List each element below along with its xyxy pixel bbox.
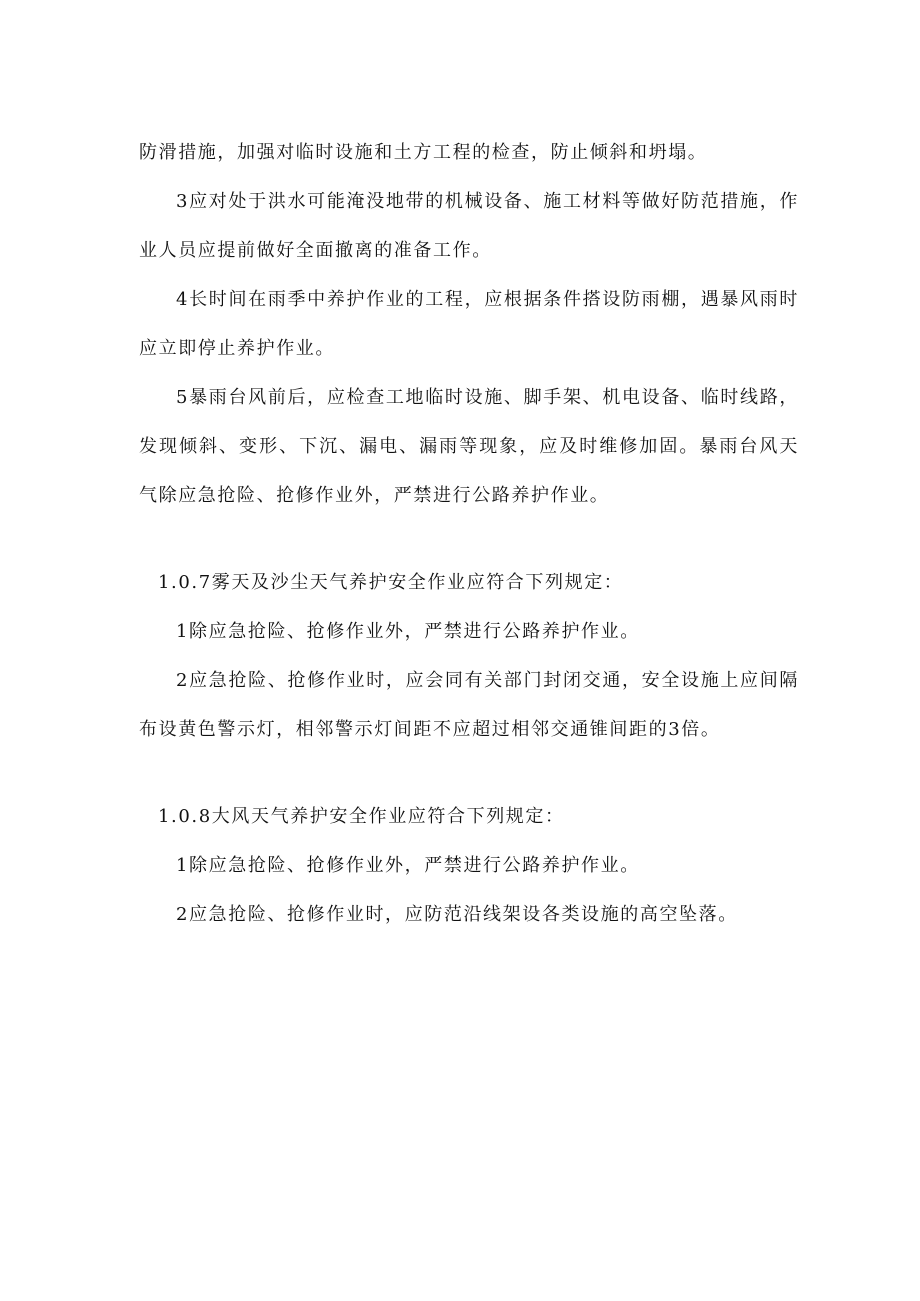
clause-108-item-1: 1除应急抢险、抢修作业外，严禁进行公路养护作业。 <box>176 855 640 876</box>
document-body <box>139 128 799 939</box>
clause-107-item-2: 2应急抢险、抢修作业时，应会同有关部门封闭交通，安全设施上应间隔布设黄色警示灯，相邻警示灯间距不应超过相邻交通锥间距的3倍。 <box>139 670 799 740</box>
clause-heading-107: 1.0.7雾天及沙尘天气养护安全作业应符合下列规定： <box>158 572 624 593</box>
paragraph-item-5: 5暴雨台风前后，应检查工地临时设施、脚手架、机电设备、临时线路，发现倾斜、变形、下沉、漏电、漏雨等现象，应及时维修加固。暴雨台风天气除应急抢险、抢修作业外，严禁进行公路养护作业。 <box>139 387 799 506</box>
paragraph-item-4: 4长时间在雨季中养护作业的工程，应根据条件搭设防雨棚，遇暴风雨时应立即停止养护作业。 <box>139 289 799 359</box>
clause-heading-108: 1.0.8大风天气养护安全作业应符合下列规定： <box>158 806 565 827</box>
paragraph-continuation: 防滑措施，加强对临时设施和土方工程的检查，防止倾斜和坍塌。 <box>139 142 708 163</box>
clause-108-item-2: 2应急抢险、抢修作业时，应防范沿线架设各类设施的高空坠落。 <box>176 904 738 925</box>
clause-107-item-1: 1除应急抢险、抢修作业外，严禁进行公路养护作业。 <box>176 621 640 642</box>
section-spacer <box>139 520 799 558</box>
paragraph-item-3: 3应对处于洪水可能淹没地带的机械设备、施工材料等做好防范措施，作业人员应提前做好全面撤离的准备工作。 <box>139 191 799 261</box>
section-spacer <box>139 754 799 792</box>
